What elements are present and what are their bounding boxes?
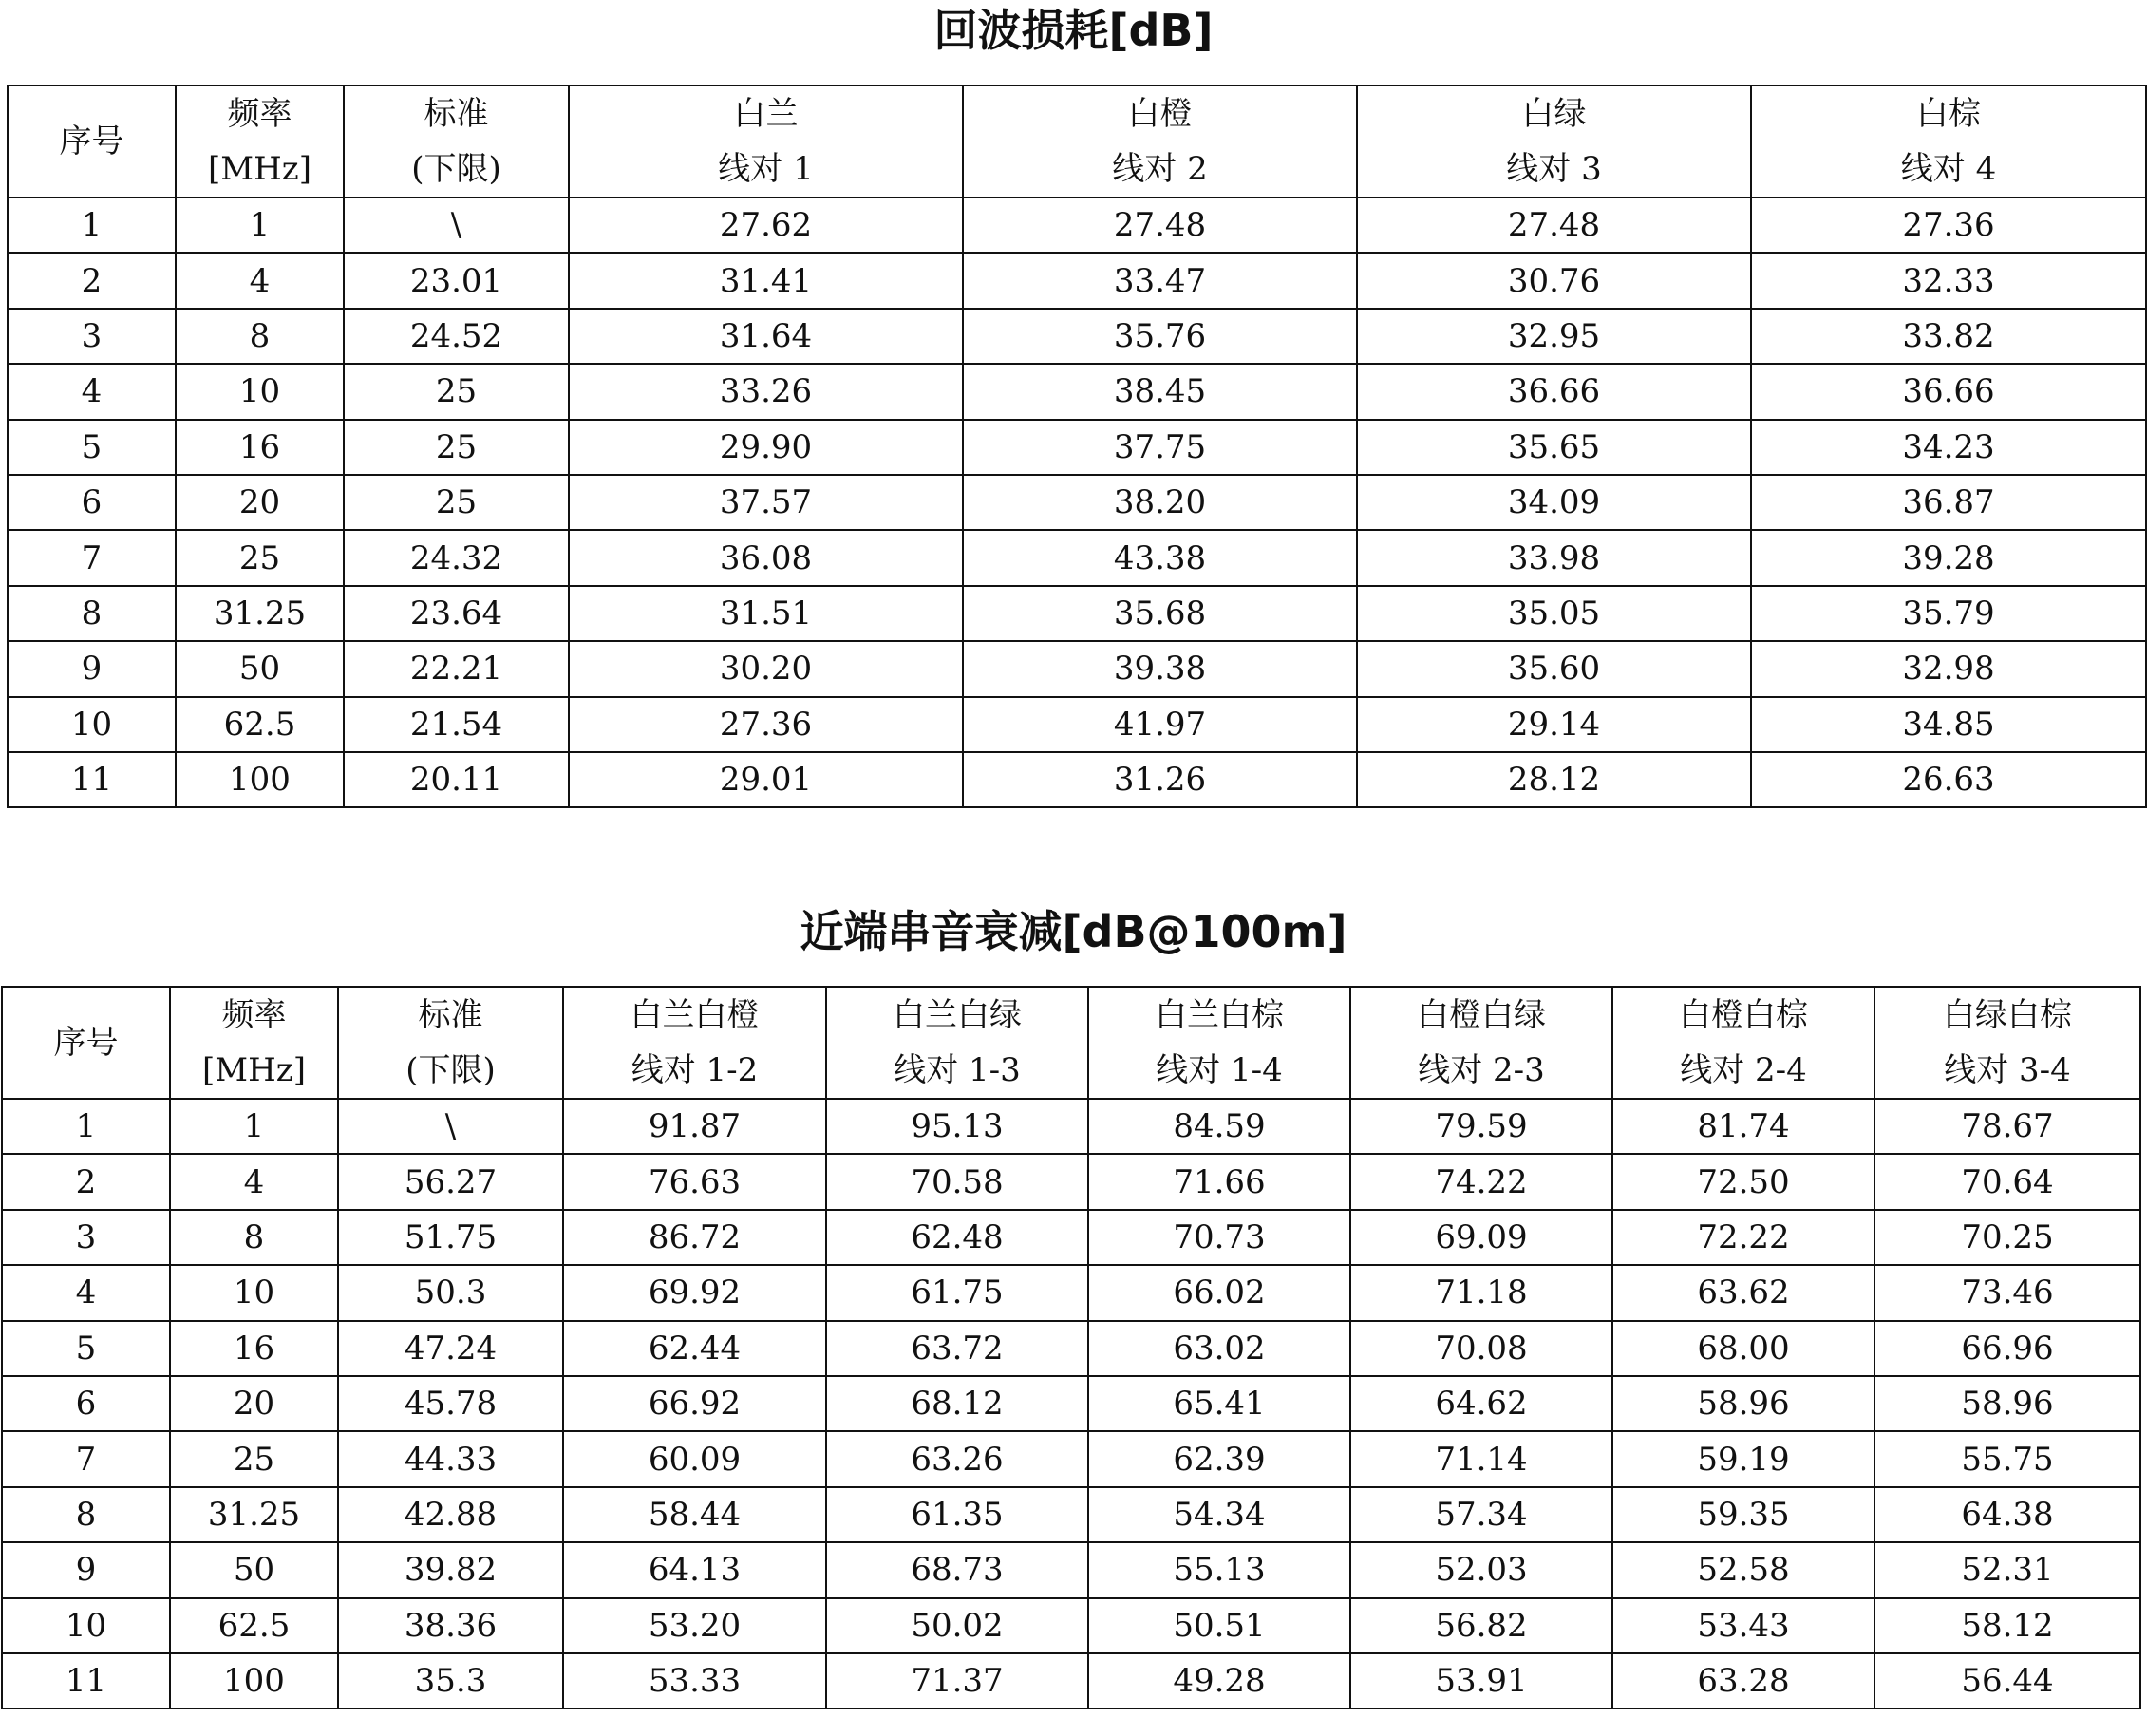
value-cell: 62.48 [826,1210,1088,1265]
value-cell: 29.01 [569,752,963,807]
value-cell: 62.39 [1088,1431,1350,1486]
table-row [2,1598,2140,1653]
value-cell: 65.41 [1088,1376,1350,1431]
freq-cell: 10 [176,364,344,419]
value-cell: 73.46 [1874,1265,2140,1320]
value-cell: 56.82 [1350,1598,1612,1653]
freq-cell: 1 [176,198,344,253]
value-cell: 41.97 [963,697,1357,752]
header-pair-label: 线对 3 [1506,150,1602,188]
value-cell: 27.48 [1357,198,1751,253]
value-cell: 70.08 [1350,1321,1612,1376]
return-loss-title: 回波损耗[dB] [933,5,1214,56]
header-pair [1350,987,1612,1099]
value-cell: 68.12 [826,1376,1088,1431]
table-row [2,1542,2140,1597]
header-pair-label: 线对 2-4 [1680,1051,1807,1089]
value-cell: 27.62 [569,198,963,253]
header-pair-label: 线对 3-4 [1944,1051,2071,1089]
value-cell: 43.38 [963,530,1357,585]
value-cell: 64.62 [1350,1376,1612,1431]
seq-cell: 3 [2,1210,170,1265]
value-cell: 38.45 [963,364,1357,419]
value-cell: 68.00 [1612,1321,1874,1376]
table-row [8,309,2146,364]
standard-cell: 51.75 [338,1210,563,1265]
value-cell: 31.41 [569,253,963,308]
value-cell: 66.96 [1874,1321,2140,1376]
standard-cell: \ [344,198,569,253]
value-cell: 56.44 [1874,1653,2140,1708]
header-pair [1874,987,2140,1099]
value-cell: 70.64 [1874,1154,2140,1209]
value-cell: 58.96 [1612,1376,1874,1431]
standard-cell: 45.78 [338,1376,563,1431]
freq-cell: 62.5 [176,697,344,752]
freq-cell: 50 [170,1542,338,1597]
header-pair-color: 白兰白绿 [893,996,1022,1034]
value-cell: 52.58 [1612,1542,1874,1597]
return-loss-table [7,85,2147,808]
value-cell: 35.79 [1751,586,2146,641]
standard-cell: 25 [344,364,569,419]
seq-cell: 2 [2,1154,170,1209]
freq-cell: 1 [170,1099,338,1154]
freq-cell: 10 [170,1265,338,1320]
seq-cell: 4 [2,1265,170,1320]
value-cell: 70.58 [826,1154,1088,1209]
table-row [2,1321,2140,1376]
table-row [8,475,2146,530]
table-row [2,1431,2140,1486]
seq-cell: 5 [8,420,176,475]
header-standard-note: (下限) [411,150,501,188]
value-cell: 63.26 [826,1431,1088,1486]
value-cell: 71.66 [1088,1154,1350,1209]
header-seq-label: 序号 [59,122,124,160]
value-cell: 58.12 [1874,1598,2140,1653]
header-pair-color: 白橙 [1127,95,1193,133]
value-cell: 32.98 [1751,641,2146,696]
standard-cell: 56.27 [338,1154,563,1209]
header-pair [1088,987,1350,1099]
value-cell: 39.28 [1751,530,2146,585]
table-row [8,752,2146,807]
header-standard [344,85,569,198]
value-cell: 52.31 [1874,1542,2140,1597]
seq-cell: 4 [8,364,176,419]
value-cell: 33.26 [569,364,963,419]
value-cell: 58.96 [1874,1376,2140,1431]
standard-cell: 50.3 [338,1265,563,1320]
seq-cell: 9 [8,641,176,696]
value-cell: 58.44 [563,1487,826,1542]
value-cell: 66.02 [1088,1265,1350,1320]
value-cell: 31.64 [569,309,963,364]
table-row [8,530,2146,585]
header-freq [170,987,338,1099]
next-table [1,986,2141,1709]
value-cell: 36.08 [569,530,963,585]
value-cell: 81.74 [1612,1099,1874,1154]
freq-cell: 50 [176,641,344,696]
value-cell: 29.14 [1357,697,1751,752]
header-pair [569,85,963,198]
header-pair-color: 白棕 [1916,95,1981,133]
standard-cell: 35.3 [338,1653,563,1708]
value-cell: 76.63 [563,1154,826,1209]
standard-cell: 25 [344,420,569,475]
header-pair-label: 线对 2 [1112,150,1208,188]
value-cell: 54.34 [1088,1487,1350,1542]
header-pair-label: 线对 4 [1900,150,1997,188]
value-cell: 50.02 [826,1598,1088,1653]
value-cell: 29.90 [569,420,963,475]
value-cell: 32.33 [1751,253,2146,308]
header-freq-label: 频率 [227,95,292,133]
standard-cell: 23.01 [344,253,569,308]
table-row [2,1154,2140,1209]
header-freq [176,85,344,198]
value-cell: 64.13 [563,1542,826,1597]
header-pair-label: 线对 1-4 [1156,1051,1283,1089]
seq-cell: 7 [8,530,176,585]
seq-cell: 6 [8,475,176,530]
value-cell: 34.09 [1357,475,1751,530]
header-freq-unit: [MHz] [202,1051,306,1089]
header-pair-color: 白橙白棕 [1679,996,1808,1034]
value-cell: 78.67 [1874,1099,2140,1154]
header-standard-label: 标准 [418,996,483,1034]
table-header-row [8,85,2146,198]
value-cell: 35.76 [963,309,1357,364]
seq-cell: 7 [2,1431,170,1486]
value-cell: 53.33 [563,1653,826,1708]
standard-cell: 47.24 [338,1321,563,1376]
table-header-row [2,987,2140,1099]
header-pair-label: 线对 1-2 [631,1051,759,1089]
next-title: 近端串音衰减[dB@100m] [800,906,1347,957]
table-row [2,1487,2140,1542]
freq-cell: 31.25 [176,586,344,641]
seq-cell: 10 [8,697,176,752]
standard-cell: 23.64 [344,586,569,641]
value-cell: 61.75 [826,1265,1088,1320]
value-cell: 30.76 [1357,253,1751,308]
value-cell: 71.14 [1350,1431,1612,1486]
value-cell: 69.92 [563,1265,826,1320]
header-pair-color: 白兰白棕 [1155,996,1284,1034]
value-cell: 31.26 [963,752,1357,807]
standard-cell: 24.52 [344,309,569,364]
table-row [2,1210,2140,1265]
table-row [2,1653,2140,1708]
seq-cell: 8 [2,1487,170,1542]
seq-cell: 11 [8,752,176,807]
value-cell: 28.12 [1357,752,1751,807]
value-cell: 35.68 [963,586,1357,641]
value-cell: 37.75 [963,420,1357,475]
value-cell: 95.13 [826,1099,1088,1154]
header-pair [826,987,1088,1099]
value-cell: 33.98 [1357,530,1751,585]
header-pair [1612,987,1874,1099]
header-standard [338,987,563,1099]
value-cell: 64.38 [1874,1487,2140,1542]
value-cell: 59.19 [1612,1431,1874,1486]
table-row [8,697,2146,752]
value-cell: 33.47 [963,253,1357,308]
value-cell: 68.73 [826,1542,1088,1597]
value-cell: 27.48 [963,198,1357,253]
value-cell: 71.37 [826,1653,1088,1708]
header-pair-color: 白绿白棕 [1943,996,2072,1034]
table-row [8,586,2146,641]
value-cell: 91.87 [563,1099,826,1154]
seq-cell: 9 [2,1542,170,1597]
header-pair [563,987,826,1099]
value-cell: 27.36 [1751,198,2146,253]
value-cell: 71.18 [1350,1265,1612,1320]
table-row [8,641,2146,696]
header-pair-color: 白兰 [733,95,799,133]
value-cell: 35.60 [1357,641,1751,696]
value-cell: 52.03 [1350,1542,1612,1597]
header-seq [2,987,170,1099]
freq-cell: 31.25 [170,1487,338,1542]
table-row [2,1376,2140,1431]
standard-cell: 44.33 [338,1431,563,1486]
seq-cell: 11 [2,1653,170,1708]
value-cell: 72.22 [1612,1210,1874,1265]
value-cell: 49.28 [1088,1653,1350,1708]
value-cell: 61.35 [826,1487,1088,1542]
header-pair [1751,85,2146,198]
freq-cell: 8 [170,1210,338,1265]
value-cell: 66.92 [563,1376,826,1431]
standard-cell: 38.36 [338,1598,563,1653]
value-cell: 69.09 [1350,1210,1612,1265]
header-pair [1357,85,1751,198]
freq-cell: 25 [170,1431,338,1486]
value-cell: 63.62 [1612,1265,1874,1320]
standard-cell: 42.88 [338,1487,563,1542]
table-row [8,364,2146,419]
value-cell: 53.43 [1612,1598,1874,1653]
value-cell: 36.66 [1357,364,1751,419]
header-pair-color: 白兰白橙 [630,996,760,1034]
header-freq-unit: [MHz] [208,150,311,188]
seq-cell: 1 [2,1099,170,1154]
freq-cell: 62.5 [170,1598,338,1653]
standard-cell: 39.82 [338,1542,563,1597]
value-cell: 60.09 [563,1431,826,1486]
table-row [8,420,2146,475]
value-cell: 34.23 [1751,420,2146,475]
freq-cell: 16 [176,420,344,475]
value-cell: 39.38 [963,641,1357,696]
table-row [2,1265,2140,1320]
seq-cell: 6 [2,1376,170,1431]
value-cell: 38.20 [963,475,1357,530]
freq-cell: 4 [176,253,344,308]
value-cell: 36.66 [1751,364,2146,419]
value-cell: 35.05 [1357,586,1751,641]
value-cell: 50.51 [1088,1598,1350,1653]
standard-cell: 24.32 [344,530,569,585]
seq-cell: 5 [2,1321,170,1376]
table-row [8,198,2146,253]
value-cell: 70.73 [1088,1210,1350,1265]
value-cell: 86.72 [563,1210,826,1265]
seq-cell: 3 [8,309,176,364]
value-cell: 35.65 [1357,420,1751,475]
seq-cell: 8 [8,586,176,641]
table-row [2,1099,2140,1154]
freq-cell: 16 [170,1321,338,1376]
header-pair-label: 线对 2-3 [1418,1051,1545,1089]
standard-cell: \ [338,1099,563,1154]
value-cell: 63.72 [826,1321,1088,1376]
value-cell: 31.51 [569,586,963,641]
standard-cell: 25 [344,475,569,530]
header-freq-label: 频率 [221,996,287,1034]
freq-cell: 25 [176,530,344,585]
value-cell: 79.59 [1350,1099,1612,1154]
standard-cell: 21.54 [344,697,569,752]
seq-cell: 1 [8,198,176,253]
value-cell: 37.57 [569,475,963,530]
seq-cell: 10 [2,1598,170,1653]
table-row [8,253,2146,308]
standard-cell: 20.11 [344,752,569,807]
value-cell: 72.50 [1612,1154,1874,1209]
value-cell: 27.36 [569,697,963,752]
header-pair-label: 线对 1-3 [894,1051,1021,1089]
header-seq [8,85,176,198]
value-cell: 34.85 [1751,697,2146,752]
header-pair-color: 白绿 [1521,95,1587,133]
value-cell: 57.34 [1350,1487,1612,1542]
header-seq-label: 序号 [53,1023,119,1062]
header-standard-note: (下限) [405,1051,496,1089]
value-cell: 53.91 [1350,1653,1612,1708]
value-cell: 26.63 [1751,752,2146,807]
value-cell: 55.13 [1088,1542,1350,1597]
header-pair [963,85,1357,198]
value-cell: 55.75 [1874,1431,2140,1486]
freq-cell: 8 [176,309,344,364]
seq-cell: 2 [8,253,176,308]
value-cell: 62.44 [563,1321,826,1376]
freq-cell: 20 [176,475,344,530]
value-cell: 33.82 [1751,309,2146,364]
freq-cell: 100 [176,752,344,807]
standard-cell: 22.21 [344,641,569,696]
value-cell: 30.20 [569,641,963,696]
value-cell: 63.28 [1612,1653,1874,1708]
value-cell: 70.25 [1874,1210,2140,1265]
header-standard-label: 标准 [424,95,489,133]
value-cell: 63.02 [1088,1321,1350,1376]
value-cell: 74.22 [1350,1154,1612,1209]
value-cell: 84.59 [1088,1099,1350,1154]
freq-cell: 100 [170,1653,338,1708]
value-cell: 32.95 [1357,309,1751,364]
freq-cell: 20 [170,1376,338,1431]
freq-cell: 4 [170,1154,338,1209]
header-pair-label: 线对 1 [718,150,814,188]
value-cell: 59.35 [1612,1487,1874,1542]
header-pair-color: 白橙白绿 [1417,996,1546,1034]
value-cell: 53.20 [563,1598,826,1653]
value-cell: 36.87 [1751,475,2146,530]
